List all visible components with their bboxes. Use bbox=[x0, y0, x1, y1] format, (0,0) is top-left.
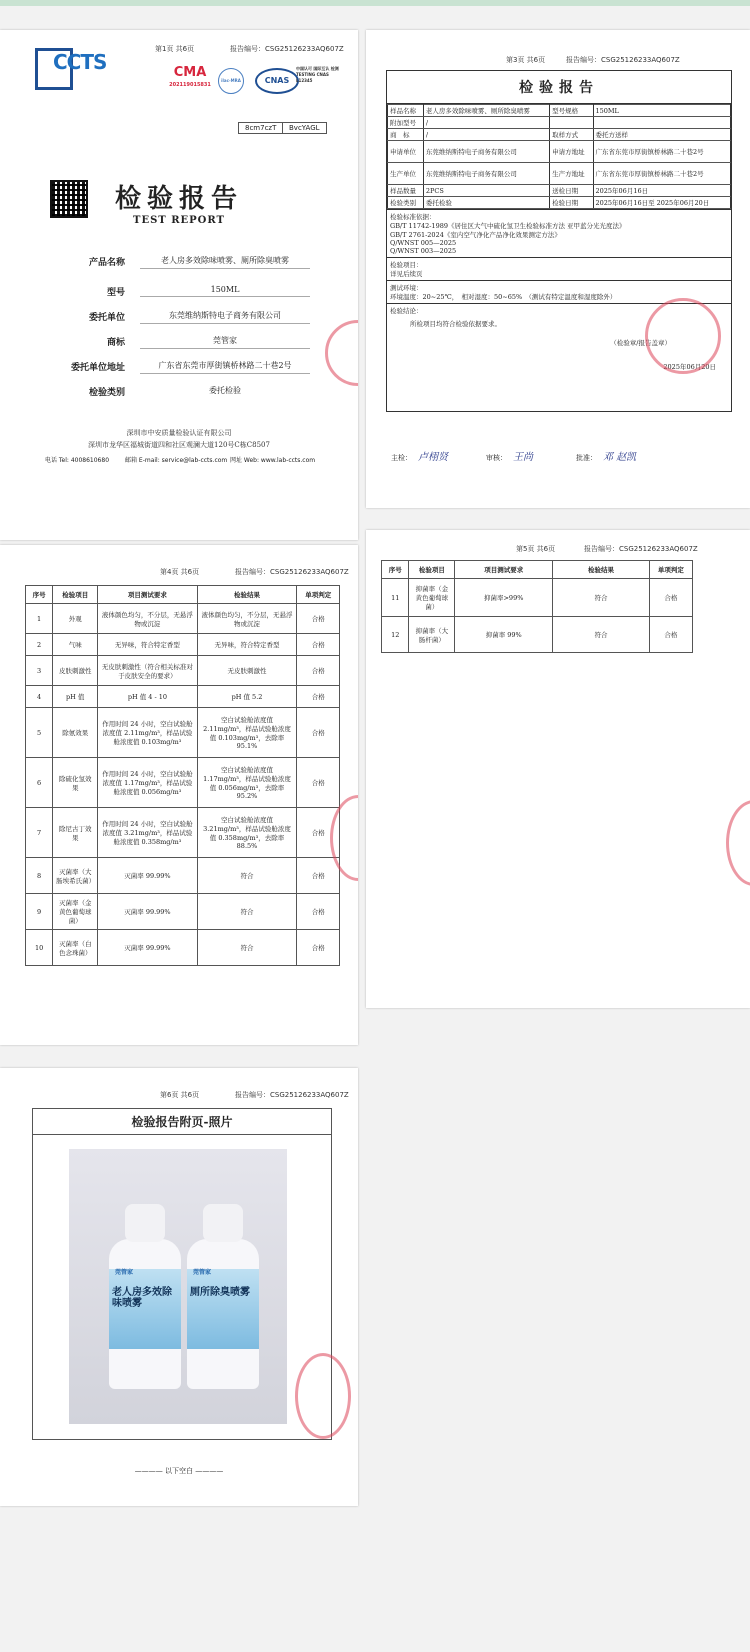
report-number: 报告编号：CSG25126233AQ607Z bbox=[584, 545, 698, 553]
table-row: 11 抑菌率（金黄色葡萄球菌） 抑菌率>99% 符合 合格 bbox=[382, 579, 693, 617]
table-row: 申请单位 东莞维纳斯特电子商务有限公司 申请方地址 广东省东莞市厚街镇桥林路二十巷2号 bbox=[388, 141, 731, 163]
report-cover-page bbox=[0, 30, 358, 540]
table-row: 12 抑菌率（大肠杆菌） 抑菌率 99% 符合 合格 bbox=[382, 617, 693, 653]
page-number: 第3页 共6页 bbox=[506, 56, 546, 64]
red-seal bbox=[325, 320, 358, 386]
report-title: 检验报告 bbox=[114, 184, 243, 214]
table-row: 检验类别 委托检验 检验日期 2025年06月16日至 2025年06月20日 bbox=[388, 197, 731, 209]
report-code-1: 8cm7czT bbox=[238, 122, 283, 134]
environment-section: 测试环境： 环境温度：20~25℃， 相对湿度：50~65% （测试有特定温度和湿度除外） bbox=[387, 280, 731, 303]
items-section: 检验项目： 详见后续页 bbox=[387, 257, 731, 280]
bottle-elderly-room: 莞管家 老人房多效除味喷雾 bbox=[109, 1239, 181, 1389]
report-summary-page bbox=[366, 30, 750, 508]
table-header-row: 序号 检验项目 项目测试要求 检验结果 单项判定 bbox=[26, 586, 340, 604]
contact-web: 网址 Web: www.lab-ccts.com bbox=[230, 457, 316, 464]
field-trademark: 商标 莞管家 bbox=[55, 335, 325, 357]
standards-section: 检验标准依据： GB/T 11742-1989《居住区大气中硫化氢卫生检验标准方法 亚甲蓝分光光度法》 GB/T 2761-2024《室内空气净化产品净化效果测定方法》 Q/WNST 005—2025 Q/WNST 003—2025 bbox=[387, 209, 731, 257]
red-seal bbox=[295, 1353, 351, 1439]
table-row: 生产单位 东莞维纳斯特电子商务有限公司 生产方地址 广东省东莞市厚街镇桥林路二十巷2号 bbox=[388, 163, 731, 185]
conclusion-section: 检验结论： 所检项目均符合检验依据要求。 （检验章/报告盖章） 2025年06月20日 bbox=[387, 303, 731, 378]
table-row: 1 外观 液体颜色均匀，不分层，无悬浮物或沉淀 液体颜色均匀，不分层，无悬浮物或沉淀 合格 bbox=[26, 604, 340, 634]
table-row: 3 皮肤刺激性 无皮肤刺激性（符合相关标准对于皮肤安全的要求） 无皮肤刺激性 合格 bbox=[26, 656, 340, 686]
table-row: 2 气味 无异味，符合特定香型 无异味，符合特定香型 合格 bbox=[26, 634, 340, 656]
table-row: 样品数量 2PCS 送检日期 2025年06月16日 bbox=[388, 185, 731, 197]
issuer-name: 深圳市中安质量检验认证有限公司 bbox=[126, 429, 232, 437]
product-photo bbox=[69, 1149, 287, 1424]
summary-box bbox=[386, 70, 732, 412]
table-row: 附加型号 / bbox=[388, 117, 731, 129]
signature-approve: 批准： 邓 赵凯 bbox=[576, 452, 637, 463]
table-row: 样品名称 老人房多效除味喷雾、厕所除臭喷雾 型号规格 150ML bbox=[388, 105, 731, 117]
page-number: 第4页 共6页 bbox=[160, 568, 200, 576]
cma-mark: CMA bbox=[173, 65, 207, 80]
report-number: 报告编号：CSG25126233AQ607Z bbox=[230, 45, 344, 53]
field-client-address: 委托单位地址 广东省东莞市厚街镇桥林路二十巷2号 bbox=[55, 360, 325, 382]
table-row: 6 除硫化氢效果 作用时间 24 小时，空白试验舱浓度值 1.17mg/m³，样品试验舱浓度值 0.056mg/m³ 空白试验舱浓度值 1.17mg/m³，样品试验舱浓度值 0.056mg/m³，去除率 95.2% 合格 bbox=[26, 758, 340, 808]
field-product-name: 产品名称 老人房多效除味喷雾、厕所除臭喷雾 bbox=[55, 255, 325, 277]
page-number: 第1页 共6页 bbox=[155, 45, 195, 53]
signature-main: 主检： 卢栩贤 bbox=[391, 452, 448, 463]
report-number: 报告编号：CSG25126233AQ607Z bbox=[235, 1091, 349, 1099]
bottle-toilet: 莞管家 厕所除臭喷雾 bbox=[187, 1239, 259, 1389]
cnas-mark: CNAS bbox=[255, 68, 299, 94]
results-table bbox=[381, 560, 693, 653]
contact-tel: 电话 Tel: 4008610680 bbox=[45, 457, 110, 464]
page-number: 第6页 共6页 bbox=[160, 1091, 200, 1099]
cnas-caption: 中国认可 国际互认 检测 TESTING CNAS L12345 bbox=[296, 66, 339, 83]
table-row: 10 灭菌率（白色念珠菌） 灭菌率 99.99% 符合 合格 bbox=[26, 930, 340, 966]
page-number: 第5页 共6页 bbox=[516, 545, 556, 553]
issuer-address: 深圳市龙华区福城街道四和社区观澜大道120号C栋C8507 bbox=[88, 441, 270, 449]
table-header-row: 序号 检验项目 项目测试要求 检验结果 单项判定 bbox=[382, 561, 693, 579]
report-number: 报告编号：CSG25126233AQ607Z bbox=[235, 568, 349, 576]
photo-frame bbox=[32, 1108, 332, 1440]
table-row: 7 除尼古丁效果 作用时间 24 小时，空白试验舱浓度值 3.21mg/m³，样品试验舱浓度值 0.358mg/m³ 空白试验舱浓度值 3.21mg/m³，样品试验舱浓度值 0.358mg/m³，去除率 88.5% 合格 bbox=[26, 808, 340, 858]
red-seal bbox=[726, 800, 750, 886]
table-row: 4 pH 值 pH 值 4 - 10 pH 值 5.2 合格 bbox=[26, 686, 340, 708]
test-results-page-2 bbox=[366, 530, 750, 1008]
test-results-page bbox=[0, 545, 358, 1045]
red-seal bbox=[645, 298, 721, 374]
top-accent-bar bbox=[0, 0, 750, 6]
contact-email: 邮箱 E-mail: service@lab-ccts.com bbox=[125, 457, 228, 464]
signature-review: 审核： 王尚 bbox=[486, 452, 533, 463]
table-row: 8 灭菌率（大肠埃希氏菌） 灭菌率 99.99% 符合 合格 bbox=[26, 858, 340, 894]
table-row: 5 除氨效果 作用时间 24 小时，空白试验舱浓度值 2.11mg/m³，样品试验舱浓度值 0.103mg/m³ 空白试验舱浓度值 2.11mg/m³，样品试验舱浓度值 0.103mg/m³，去除率 95.1% 合格 bbox=[26, 708, 340, 758]
field-test-type: 检验类别 委托检验 bbox=[88, 386, 241, 398]
report-code-2: BvcYAGL bbox=[282, 122, 327, 134]
results-table bbox=[25, 585, 340, 966]
field-client: 委托单位 东莞维纳斯特电子商务有限公司 bbox=[55, 310, 325, 332]
field-model: 型号 150ML bbox=[55, 285, 325, 307]
table-row: 9 灭菌率（金黄色葡萄球菌） 灭菌率 99.99% 符合 合格 bbox=[26, 894, 340, 930]
ilac-mark: ilac-MRA bbox=[218, 68, 244, 94]
sample-info-table bbox=[387, 104, 731, 209]
report-title-en: TEST REPORT bbox=[133, 215, 225, 226]
end-note: ———— 以下空白 ———— bbox=[134, 1467, 224, 1475]
photo-appendix-page bbox=[0, 1068, 358, 1506]
appendix-title: 检验报告附页-照片 bbox=[33, 1109, 331, 1135]
report-number: 报告编号：CSG25126233AQ607Z bbox=[566, 56, 680, 64]
table-row: 商 标 / 取样方式 委托方送样 bbox=[388, 129, 731, 141]
summary-title: 检验报告 bbox=[387, 71, 731, 104]
ccts-logo: CCTS bbox=[35, 48, 115, 90]
cma-number: 202119015831 bbox=[169, 82, 211, 88]
